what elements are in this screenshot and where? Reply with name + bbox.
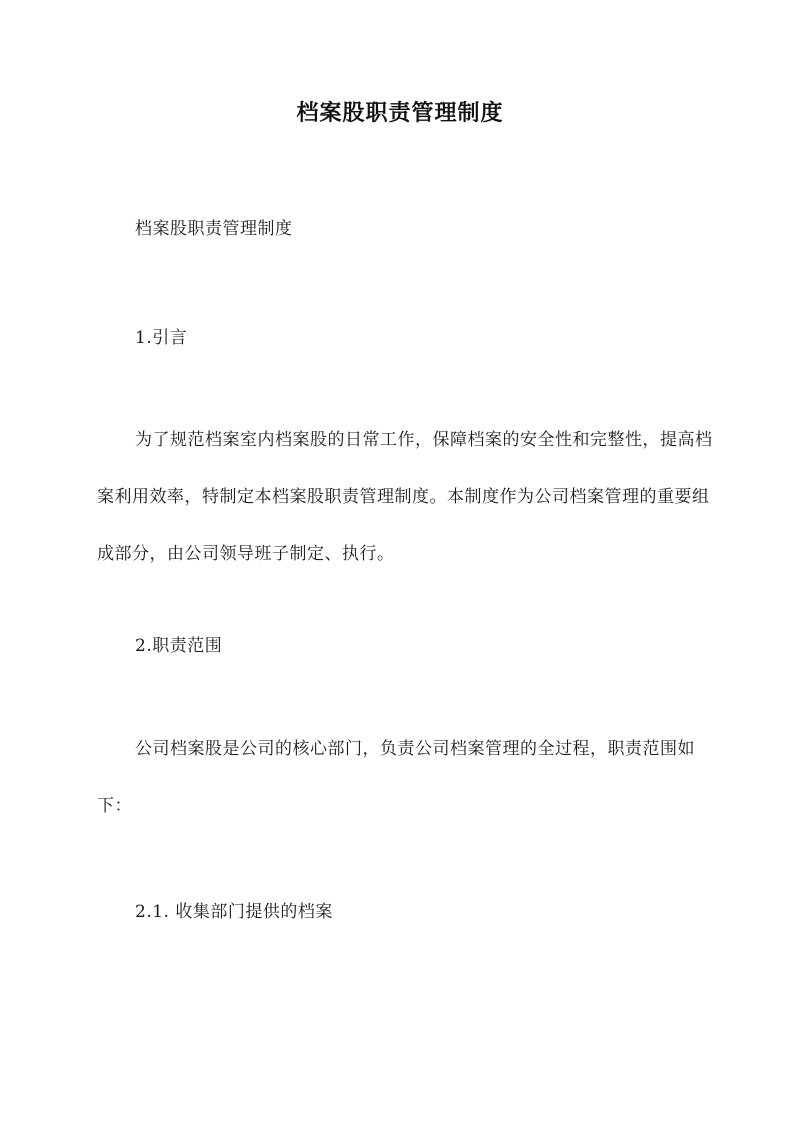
section-1-heading: 1.引言 [135,328,188,348]
section-2-1-heading: 2.1. 收集部门提供的档案 [135,902,333,922]
section-2-paragraph-text: 公司档案股是公司的核心部门，负责公司档案管理的全过程，职责范围如下： [97,739,695,816]
document-subtitle: 档案股职责管理制度 [135,219,293,239]
section-1-paragraph-text: 为了规范档案室内档案股的日常工作，保障档案的安全性和完整性，提高档案利用效率，特制定本档案股职责管理制度。本制度作为公司档案管理的重要组成部分，由公司领导班子制定、执行。 [97,430,713,564]
document-title: 档案股职责管理制度 [296,100,504,126]
section-2-heading: 2.职责范围 [135,636,223,656]
section-2-paragraph [97,721,717,835]
section-1-paragraph [97,412,717,583]
